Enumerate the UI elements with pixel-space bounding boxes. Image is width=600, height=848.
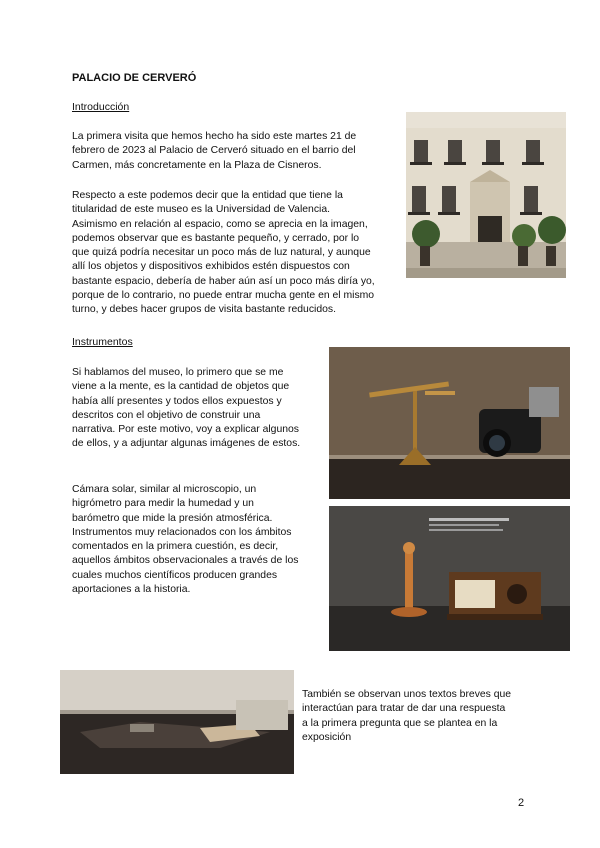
text-line: La primera visita que hemos hecho ha sido este martes 21 de bbox=[72, 131, 357, 142]
text-line: Si hablamos del museo, lo primero que se me bbox=[72, 367, 284, 378]
text-line: titularidad de este museo es la Universidad de Valencia. bbox=[72, 204, 330, 216]
text-line: que quizá podría necesitar un poco más de luz natural, y aunque bbox=[72, 247, 371, 259]
document-title: PALACIO DE CERVERÓ bbox=[72, 72, 197, 84]
text-line: exposición bbox=[302, 731, 352, 743]
text-line: Instrumentos muy relacionados con los ámbitos bbox=[72, 526, 292, 538]
text-line: a la primera pregunta que se plantea en la bbox=[302, 717, 498, 729]
text-line: narrativa. Por este motivo, voy a explicar algunos bbox=[72, 424, 299, 436]
intro-paragraph-2 bbox=[72, 189, 375, 318]
text-line: También se observan unos textos breves que bbox=[302, 689, 512, 700]
text-line: descritos con el objetivo de construir una bbox=[72, 409, 261, 421]
text-line: febrero de 2023 al Palacio de Cerveró situado en el barrio del bbox=[72, 145, 356, 157]
text-line: bastante espacio, debería de haber aún así un poco más diría yo, bbox=[72, 275, 375, 287]
instruments-paragraph-2 bbox=[72, 483, 298, 597]
text-line: de ellos, y a adjuntar algunas imágenes de estos. bbox=[72, 438, 301, 450]
instruments-paragraph-1 bbox=[72, 366, 300, 452]
text-line: turno, y debes hacer grupos de visita bastante reducidos. bbox=[72, 304, 336, 316]
page-number: 2 bbox=[518, 797, 525, 809]
text-line: Respecto a este podemos decir que la entidad que tiene la bbox=[72, 190, 343, 201]
text-line: viene a la mente, es la cantidad de objetos que bbox=[72, 381, 290, 393]
text-line: interactúan para tratar de dar una respuesta bbox=[302, 703, 506, 715]
text-line: cuales muchos científicos producen grandes bbox=[72, 569, 278, 581]
text-line: Asimismo en relación al espacio, como se aprecia en la imagen, bbox=[72, 218, 368, 230]
solar-camera-photo bbox=[329, 347, 570, 499]
text-line: comentados en la primera cuestión, es decir, bbox=[72, 541, 279, 553]
text-line: higrómetro para medir la humedad y un bbox=[72, 498, 254, 510]
text-line: había allí presentes y todos ellos expuestos y bbox=[72, 395, 282, 407]
hygrometer-barometer-photo bbox=[329, 506, 570, 651]
text-line: aquellos ámbitos observacionales a través de los bbox=[72, 555, 299, 567]
text-line: porque de lo contrario, no puede entrar mucha gente en el mismo bbox=[72, 290, 375, 302]
section-heading-introduccion: Introducción bbox=[72, 101, 130, 113]
text-line: barómetro que mide la presión atmosférica. bbox=[72, 512, 273, 524]
section-heading-instrumentos: Instrumentos bbox=[72, 336, 133, 348]
palace-facade-photo bbox=[406, 112, 566, 278]
text-line: aportaciones a la historia. bbox=[72, 584, 191, 596]
exhibition-texts-photo bbox=[60, 670, 294, 774]
text-line: allí los objetos y dispositivos exhibidos estén dispuestos con bbox=[72, 261, 350, 273]
text-line: Carmen, más concretamente en la Plaza de Cisneros. bbox=[72, 159, 322, 171]
text-line: podemos observar que es bastante pequeño, y cerrado, por lo bbox=[72, 232, 360, 244]
texts-paragraph bbox=[302, 688, 511, 745]
text-line: Cámara solar, similar al microscopio, un bbox=[72, 484, 257, 495]
intro-paragraph-1 bbox=[72, 130, 356, 173]
